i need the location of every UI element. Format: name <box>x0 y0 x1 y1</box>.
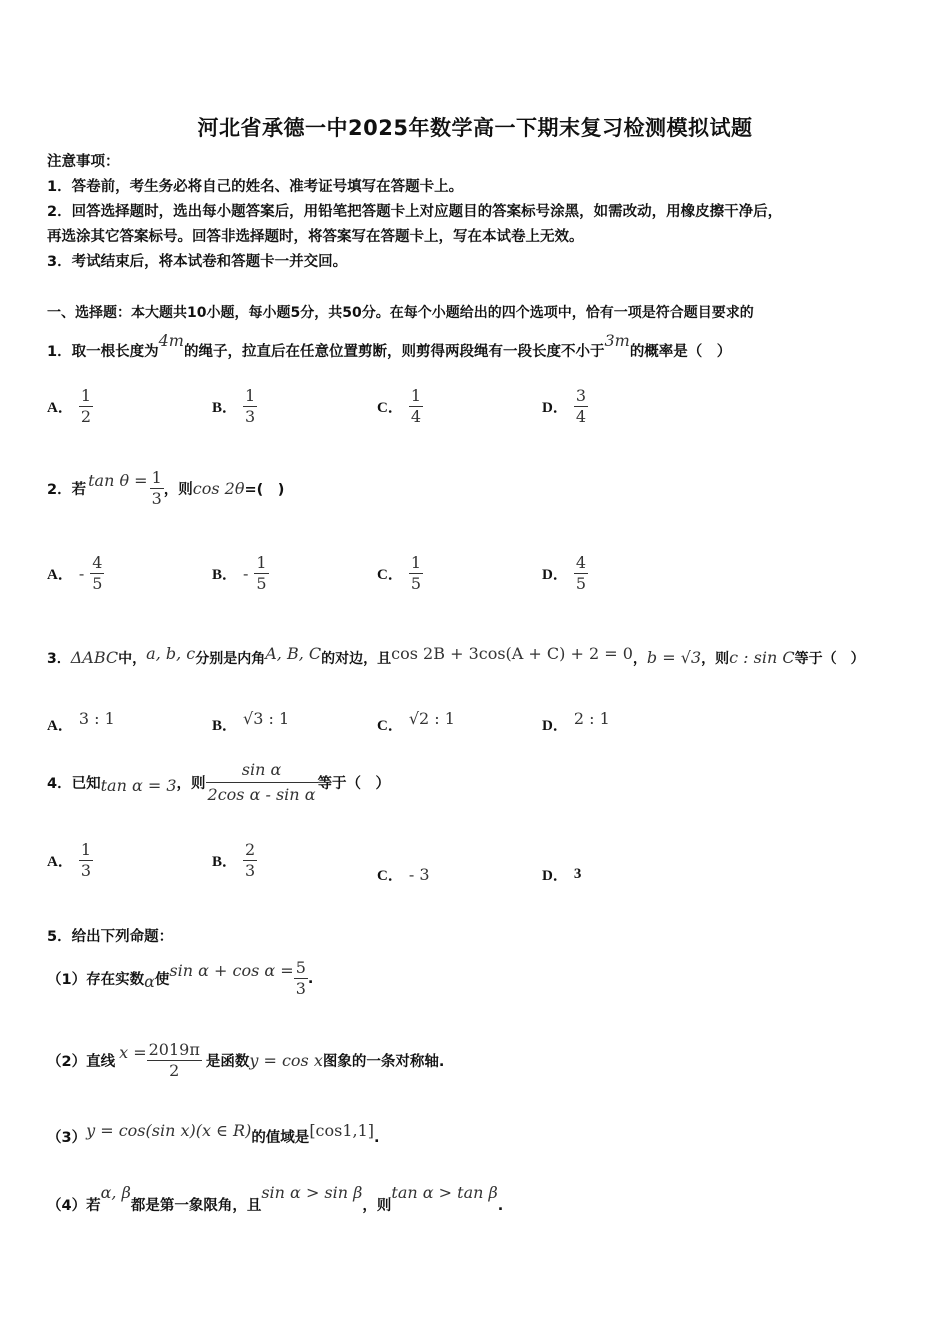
denominator: 2 <box>169 1061 180 1080</box>
option-label: C． <box>377 400 403 416</box>
math-expr: ΔABC <box>70 648 119 667</box>
denominator: 3 <box>245 861 256 880</box>
option-label: C． <box>377 718 403 734</box>
math-expr: 3m <box>604 331 630 350</box>
option-label: B． <box>212 854 238 870</box>
denominator: 3 <box>80 861 92 880</box>
question-text: 取一根长度为 <box>71 344 159 360</box>
fraction <box>409 553 423 594</box>
question-2 <box>47 468 284 509</box>
fraction <box>206 758 318 807</box>
question-text: ，则 <box>701 651 730 667</box>
fraction <box>79 386 93 427</box>
numerator: 3 <box>575 386 587 405</box>
denominator: 5 <box>410 574 422 593</box>
denominator: 4 <box>575 407 587 426</box>
option-label: C． <box>377 567 403 583</box>
option-value: - 3 <box>408 865 430 884</box>
math-expr: y = cos x <box>249 1051 323 1070</box>
option-d[interactable] <box>542 702 610 735</box>
option-c[interactable] <box>377 553 423 594</box>
option-value: √3 : 1 <box>243 709 290 728</box>
option-label: D． <box>542 400 568 416</box>
question-text: 中， <box>118 651 147 667</box>
option-value: 3 : 1 <box>78 709 115 728</box>
denominator: 5 <box>92 574 103 593</box>
question-text: ，则 <box>176 776 206 792</box>
denominator: 2cos α - sin α <box>207 785 316 804</box>
option-label: D． <box>542 868 568 884</box>
question-text: ， <box>632 651 647 667</box>
proposition-text: . <box>374 1130 380 1146</box>
proposition-text: （3） <box>47 1130 87 1146</box>
math-expr: α, β <box>100 1183 131 1202</box>
math-expr: [cos1,1] <box>309 1121 375 1140</box>
math-expr: c : sin C <box>729 648 795 667</box>
question-text: 等于（ ） <box>317 776 390 792</box>
option-c[interactable] <box>377 702 455 735</box>
proposition-text: . <box>307 970 314 987</box>
fraction <box>90 553 104 594</box>
option-label: A． <box>47 400 73 416</box>
proposition-2 <box>47 1040 444 1081</box>
option-label: A． <box>47 718 73 734</box>
proposition-4 <box>47 1183 504 1215</box>
option-d[interactable] <box>542 386 588 427</box>
option-value: √2 : 1 <box>408 709 455 728</box>
option-label: B． <box>212 400 238 416</box>
numerator: 2019π <box>148 1040 200 1059</box>
option-label: A． <box>47 567 73 583</box>
option-a[interactable] <box>47 840 93 881</box>
option-a[interactable] <box>47 702 115 735</box>
proposition-text: 是函数 <box>205 1054 250 1070</box>
option-label: C． <box>377 868 403 884</box>
question-number: 4． <box>47 776 72 792</box>
question-text: 的对边，且 <box>321 651 392 667</box>
option-value: 3 <box>573 866 582 882</box>
question-5 <box>47 925 173 946</box>
denominator: 5 <box>256 574 267 593</box>
question-text: 若 <box>71 482 87 498</box>
option-value: 2 : 1 <box>573 709 610 728</box>
option-b[interactable] <box>212 840 257 881</box>
proposition-text: ，则 <box>362 1198 392 1214</box>
option-d[interactable] <box>542 553 588 594</box>
fraction <box>243 840 257 881</box>
math-expr: tan α > tan β <box>391 1183 498 1202</box>
option-label: A． <box>47 854 73 870</box>
option-c[interactable] <box>377 386 423 427</box>
section-heading: 一、选择题：本大题共10小题，每小题5分，共50分。在每个小题给出的四个选项中，恰有一项是符合题目要求的 <box>47 305 754 321</box>
numerator: 4 <box>92 553 103 572</box>
denominator: 2 <box>80 407 92 426</box>
proposition-text: （2）直线 <box>47 1054 116 1070</box>
question-text: 给出下列命题： <box>71 929 174 945</box>
denominator: 3 <box>151 489 162 508</box>
question-3 <box>47 644 865 668</box>
proposition-1 <box>47 958 313 999</box>
proposition-text: 使 <box>154 972 170 988</box>
proposition-text: （1）存在实数 <box>47 972 145 988</box>
proposition-3 <box>47 1121 380 1147</box>
notice-block <box>47 150 782 275</box>
option-a[interactable] <box>47 386 93 427</box>
question-text: 已知 <box>71 776 101 792</box>
minus-sign: - <box>243 564 249 583</box>
fraction <box>254 553 268 594</box>
question-text: ，则 <box>163 482 193 498</box>
question-text: 的绳子，拉直后在任意位置剪断，则剪得两段绳有一段长度不小于 <box>183 344 605 360</box>
numerator: 1 <box>410 386 422 405</box>
question-text: 等于（ ） <box>794 651 865 667</box>
notice-item: 2．回答选择题时，选出每小题答案后，用铅笔把答题卡上对应题目的答案标号涂黑，如需改动，用橡皮擦干净后， <box>47 204 783 220</box>
math-expr: cos 2B + 3cos(A + C) + 2 = 0 <box>391 644 633 663</box>
denominator: 3 <box>245 407 256 426</box>
question-1 <box>47 331 732 361</box>
question-text: =( ) <box>244 482 285 498</box>
page-title: 河北省承德一中2025年数学高一下期末复习检测模拟试题 <box>197 116 753 140</box>
numerator: 1 <box>256 553 267 572</box>
question-4 <box>47 758 390 807</box>
proposition-text: . <box>497 1198 504 1214</box>
option-label: B． <box>212 718 238 734</box>
option-a[interactable] <box>47 553 104 594</box>
numerator: 5 <box>295 958 306 977</box>
option-label: B． <box>212 567 238 583</box>
notice-heading: 注意事项： <box>47 154 120 170</box>
proposition-text: （4）若 <box>47 1198 101 1214</box>
question-text: 的概率是（ ） <box>629 344 732 360</box>
fraction <box>409 386 423 427</box>
math-expr: sin α + cos α = <box>169 961 294 980</box>
minus-sign: - <box>78 564 85 583</box>
math-expr: A, B, C <box>265 644 322 663</box>
question-number: 2． <box>47 482 72 498</box>
notice-item: 再选涂其它答案标号。回答非选择题时，将答案写在答题卡上，写在本试卷上无效。 <box>47 229 584 245</box>
numerator: 1 <box>245 386 256 405</box>
math-expr: sin α > sin β <box>261 1183 363 1202</box>
math-expr: b = √3 <box>646 648 702 667</box>
math-expr: α <box>144 972 155 991</box>
fraction <box>79 840 93 881</box>
question-number: 1． <box>47 344 72 360</box>
question-text: 分别是内角 <box>195 651 266 667</box>
math-expr: a, b, c <box>146 644 196 663</box>
proposition-text: 的值域是 <box>251 1130 310 1146</box>
fraction <box>294 958 308 999</box>
fraction <box>243 386 257 427</box>
notice-item: 1．答卷前，考生务必将自己的姓名、准考证号填写在答题卡上。 <box>47 179 464 195</box>
denominator: 4 <box>410 407 422 426</box>
numerator: 1 <box>80 840 92 859</box>
denominator: 3 <box>295 979 306 998</box>
numerator: 1 <box>151 468 162 487</box>
numerator: 1 <box>410 553 422 572</box>
numerator: 4 <box>575 553 587 572</box>
question-number: 5． <box>47 929 72 945</box>
option-c[interactable] <box>377 864 430 885</box>
notice-item: 3．考试结束后，将本试卷和答题卡一并交回。 <box>47 254 348 270</box>
numerator: 1 <box>80 386 92 405</box>
question-number: 3． <box>47 651 71 667</box>
option-b[interactable] <box>212 553 269 594</box>
numerator: 2 <box>245 840 256 859</box>
option-label: D． <box>542 567 568 583</box>
fraction <box>147 1040 202 1081</box>
numerator: sin α <box>241 760 282 779</box>
denominator: 5 <box>575 574 587 593</box>
option-d[interactable] <box>542 864 581 885</box>
math-expr: tan α = 3 <box>100 776 177 795</box>
proposition-text: 图象的一条对称轴. <box>322 1054 445 1070</box>
math-expr: x = <box>119 1043 147 1062</box>
option-b[interactable] <box>212 386 257 427</box>
math-expr: tan θ = <box>88 471 148 490</box>
fraction <box>150 468 164 509</box>
math-expr: 4m <box>158 331 184 350</box>
fraction <box>574 553 588 594</box>
option-label: D． <box>542 718 568 734</box>
math-expr: y = cos(sin x)(x ∈ R) <box>86 1121 252 1140</box>
proposition-text: 都是第一象限角，且 <box>130 1198 262 1214</box>
fraction <box>574 386 588 427</box>
option-b[interactable] <box>212 702 289 735</box>
math-expr: cos 2θ <box>192 479 245 498</box>
